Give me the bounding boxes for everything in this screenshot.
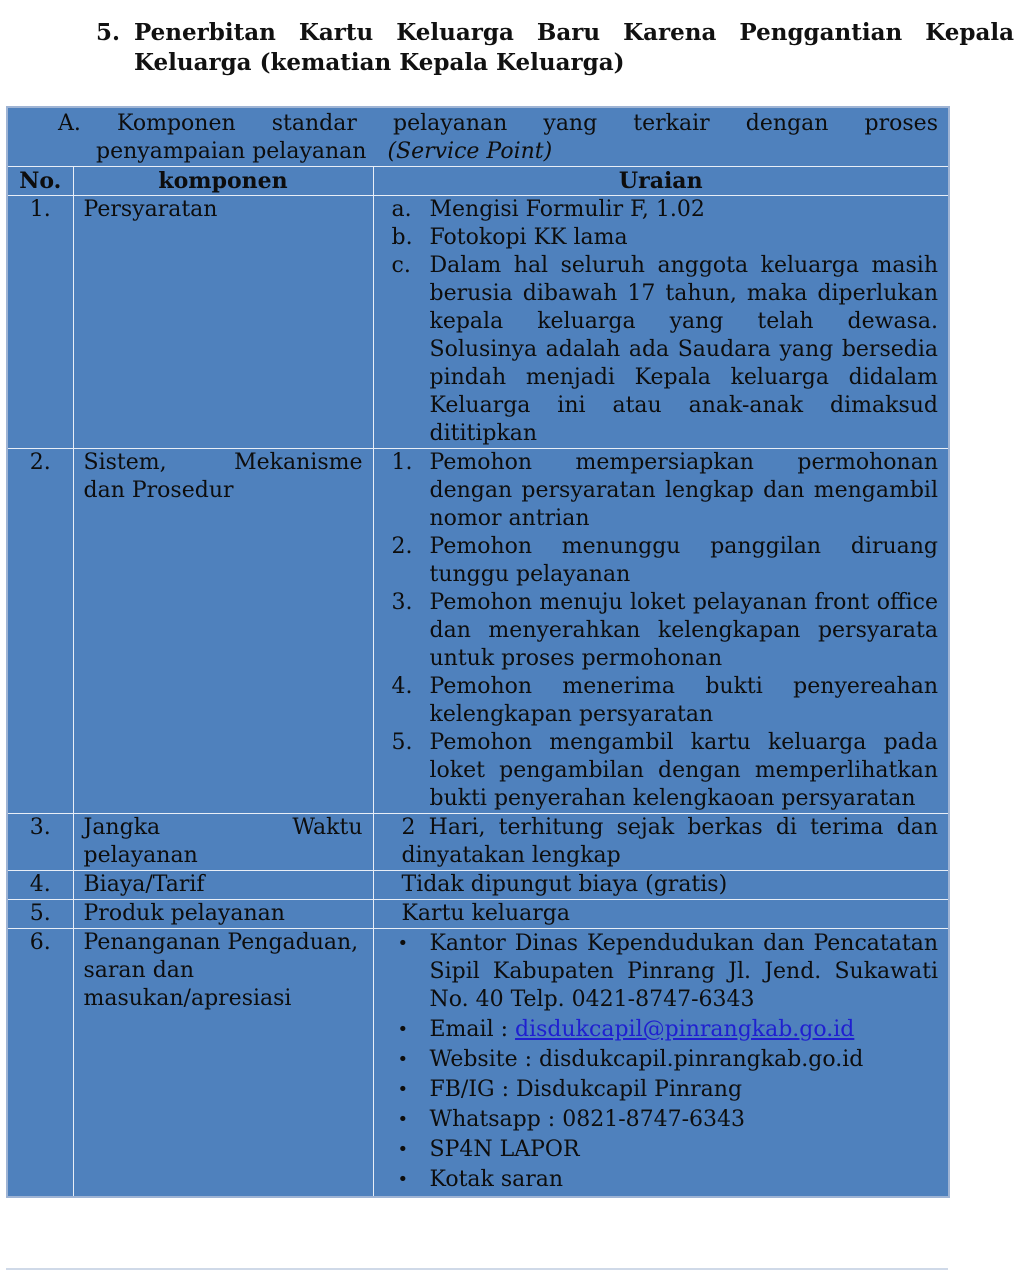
- table-row: [7, 900, 949, 929]
- bullet-icon: •: [397, 1079, 409, 1100]
- email-link[interactable]: disdukcapil@pinrangkab.go.id: [515, 1017, 855, 1042]
- row-number: 4.: [7, 871, 73, 900]
- row-uraian: Kartu keluarga: [373, 900, 949, 929]
- list-item: • Whatsapp : 0821-8747-6343: [397, 1107, 746, 1132]
- row-uraian: 2 Hari, terhitung sejak berkas di terima dan dinyatakan lengkap: [373, 814, 949, 871]
- row-uraian: [373, 929, 949, 1198]
- contact-list: [392, 930, 939, 1194]
- list-item: 4. Pemohon menerima bukti penyereahan kelengkapan persyaratan: [391, 674, 938, 727]
- list-item: • Kotak saran: [397, 1167, 564, 1192]
- list-item: a. Mengisi Formulir F, 1.02: [391, 197, 705, 222]
- table-row: [7, 449, 949, 814]
- list-item: • Kantor Dinas Kependudukan dan Pencatatan Sipil Kabupaten Pinrang Jl. Jend. Sukawati No. 40 Telp. 0421-8747-6343: [397, 931, 938, 1012]
- row-number: 2.: [7, 449, 73, 814]
- row-uraian: [373, 196, 949, 449]
- list-item: 5. Pemohon mengambil kartu keluarga pada loket pengambilan dengan memperlihatkan bukti penyerahan kelengkaoan persyaratan: [391, 730, 938, 811]
- table-row: [7, 871, 949, 900]
- section-text-line-2: penyampaian pelayanan: [96, 139, 367, 164]
- header-no: No.: [7, 167, 73, 196]
- list-item: • Website : disdukcapil.pinrangkab.go.id: [397, 1047, 864, 1072]
- header-row: [7, 167, 949, 196]
- list-item: • FB/IG : Disdukcapil Pinrang: [397, 1077, 743, 1102]
- service-standard-table: [6, 106, 950, 1198]
- header-uraian: Uraian: [373, 167, 949, 196]
- list-item: 2. Pemohon menunggu panggilan diruang tunggu pelayanan: [391, 534, 938, 587]
- intro-cell: [7, 107, 949, 167]
- bullet-icon: •: [397, 1139, 409, 1160]
- row-number: 6.: [7, 929, 73, 1198]
- procedure-list: [392, 449, 939, 813]
- row-uraian: Tidak dipungut biaya (gratis): [373, 871, 949, 900]
- list-item: b. Fotokopi KK lama: [391, 225, 628, 250]
- heading-line-1: Penerbitan Kartu Keluarga Baru Karena Penggantian Kepala: [134, 19, 1014, 46]
- row-komponen: Biaya/Tarif: [73, 871, 373, 900]
- header-komponen: komponen: [73, 167, 373, 196]
- section-marker: A.: [58, 111, 81, 136]
- intro-row: [7, 107, 949, 167]
- row-number: 3.: [7, 814, 73, 871]
- row-number: 1.: [7, 196, 73, 449]
- bullet-icon: •: [397, 1109, 409, 1130]
- requirements-list: [392, 196, 939, 448]
- section-heading: [96, 18, 1014, 78]
- row-komponen: Penanganan Pengaduan, saran dan masukan/apresiasi: [73, 929, 373, 1198]
- row-komponen: Produk pelayanan: [73, 900, 373, 929]
- row-komponen: Sistem, Mekanisme dan Prosedur: [73, 449, 373, 814]
- table-row: [7, 196, 949, 449]
- bullet-icon: •: [397, 1019, 409, 1040]
- bottom-divider: [6, 1268, 948, 1270]
- section-service-point: (Service Point): [387, 139, 553, 164]
- heading-line-2: Keluarga (kematian Kepala Keluarga): [134, 49, 625, 76]
- list-item: • Email : disdukcapil@pinrangkab.go.id: [397, 1017, 855, 1042]
- list-item: c. Dalam hal seluruh anggota keluarga masih berusia dibawah 17 tahun, maka diperlukan kepala keluarga yang telah dewasa. Solusinya adalah ada Saudara yang bersedia pindah menjadi Kepala keluarga didalam Keluarga ini atau anak-anak dimaksud dititipkan: [391, 253, 938, 446]
- list-item: 1. Pemohon mempersiapkan permohonan dengan persyaratan lengkap dan mengambil nomor antrian: [391, 450, 938, 531]
- table-row: [7, 814, 949, 871]
- table-row: [7, 929, 949, 1198]
- bullet-icon: •: [397, 1049, 409, 1070]
- row-number: 5.: [7, 900, 73, 929]
- list-item: • SP4N LAPOR: [397, 1137, 580, 1162]
- bullet-icon: •: [397, 1169, 409, 1190]
- bullet-icon: •: [397, 933, 409, 954]
- section-text-line-1: Komponen standar pelayanan yang terkair dengan proses: [117, 111, 938, 136]
- row-uraian: [373, 449, 949, 814]
- list-item: 3. Pemohon menuju loket pelayanan front office dan menyerahkan kelengkapan persyarata untuk proses permohonan: [391, 590, 938, 671]
- row-komponen: Jangka Waktu pelayanan: [73, 814, 373, 871]
- row-komponen: Persyaratan: [73, 196, 373, 449]
- heading-number: 5.: [96, 19, 121, 46]
